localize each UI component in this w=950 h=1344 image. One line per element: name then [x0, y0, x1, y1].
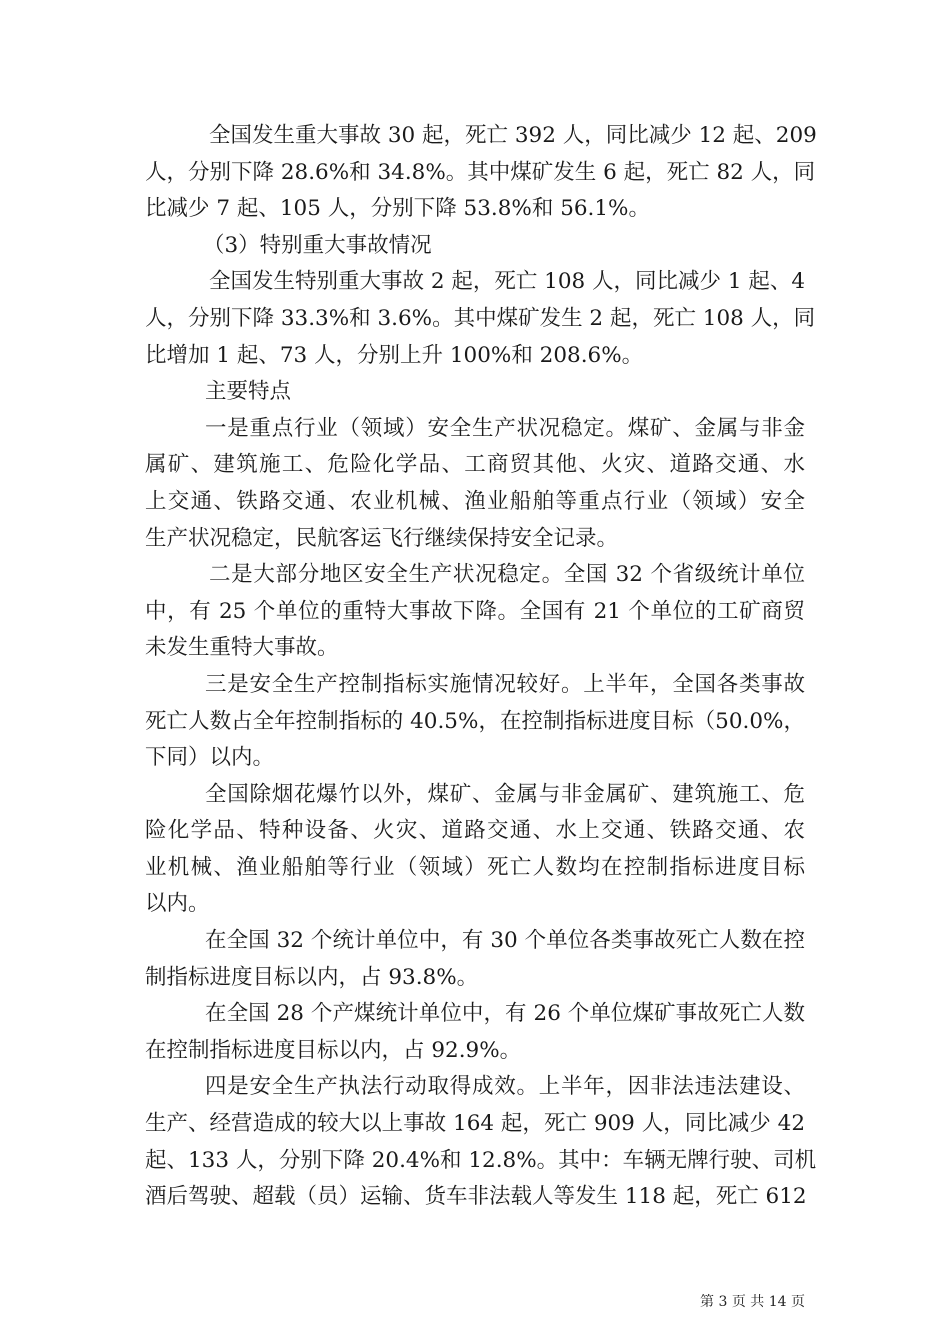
paragraph-line: 下同）以内。	[145, 745, 275, 771]
document-body	[145, 118, 817, 1216]
paragraph-line: 比增加 1 起、73 人，分别上升 100%和 208.6%。	[145, 342, 644, 368]
page-number-footer: 第 3 页 共 14 页	[700, 1294, 805, 1310]
paragraph-line: 在全国 32 个统计单位中，有 30 个单位各类事故死亡人数在控	[205, 928, 805, 954]
paragraph-line: 二是大部分地区安全生产状况稳定。全国 32 个省级统计单位	[209, 562, 805, 588]
paragraph-line: 比减少 7 起、105 人，分别下降 53.8%和 56.1%。	[145, 196, 650, 222]
paragraph-line: 未发生重特大事故。	[145, 635, 339, 661]
paragraph-line: 业机械、渔业船舶等行业（领域）死亡人数均在控制指标进度目标	[145, 854, 805, 880]
paragraph-line: 险化学品、特种设备、火灾、道路交通、水上交通、铁路交通、农	[145, 818, 805, 844]
paragraph-line: 人，分别下降 28.6%和 34.8%。其中煤矿发生 6 起，死亡 82 人，同	[145, 159, 816, 185]
paragraph-line: 全国除烟花爆竹以外，煤矿、金属与非金属矿、建筑施工、危	[205, 781, 805, 807]
paragraph-line: 一是重点行业（领域）安全生产状况稳定。煤矿、金属与非金	[205, 415, 805, 441]
paragraph-line: 起、133 人，分别下降 20.4%和 12.8%。其中：车辆无牌行驶、司机	[145, 1147, 817, 1173]
section-heading: （3）特别重大事故情况	[203, 232, 432, 258]
paragraph-line: 上交通、铁路交通、农业机械、渔业船舶等重点行业（领域）安全	[145, 488, 805, 514]
paragraph-line: 生产状况稳定，民航客运飞行继续保持安全记录。	[145, 525, 619, 551]
paragraph-line: 属矿、建筑施工、危险化学品、工商贸其他、火灾、道路交通、水	[145, 452, 805, 478]
section-heading: 主要特点	[205, 379, 292, 405]
paragraph-line: 在控制指标进度目标以内，占 92.9%。	[145, 1037, 522, 1063]
paragraph-line: 酒后驾驶、超载（员）运输、货车非法载人等发生 118 起，死亡 612	[145, 1184, 807, 1210]
paragraph-line: 生产、经营造成的较大以上事故 164 起，死亡 909 人，同比减少 42	[145, 1111, 805, 1137]
paragraph-line: 以内。	[145, 891, 210, 917]
paragraph-line: 三是安全生产控制指标实施情况较好。上半年，全国各类事故	[205, 671, 805, 697]
paragraph-line: 人，分别下降 33.3%和 3.6%。其中煤矿发生 2 起，死亡 108 人，同	[145, 305, 816, 331]
paragraph-line: 在全国 28 个产煤统计单位中，有 26 个单位煤矿事故死亡人数	[205, 1001, 805, 1027]
paragraph-line: 四是安全生产执法行动取得成效。上半年，因非法违法建设、	[205, 1074, 805, 1100]
paragraph-line: 中，有 25 个单位的重特大事故下降。全国有 21 个单位的工矿商贸	[145, 598, 805, 624]
paragraph-line: 全国发生重大事故 30 起，死亡 392 人，同比减少 12 起、209	[209, 123, 817, 148]
paragraph-line: 全国发生特别重大事故 2 起，死亡 108 人，同比减少 1 起、4	[209, 269, 806, 295]
paragraph-line: 制指标进度目标以内，占 93.8%。	[145, 964, 479, 990]
paragraph-line: 死亡人数占全年控制指标的 40.5%，在控制指标进度目标（50.0%，	[145, 708, 805, 734]
